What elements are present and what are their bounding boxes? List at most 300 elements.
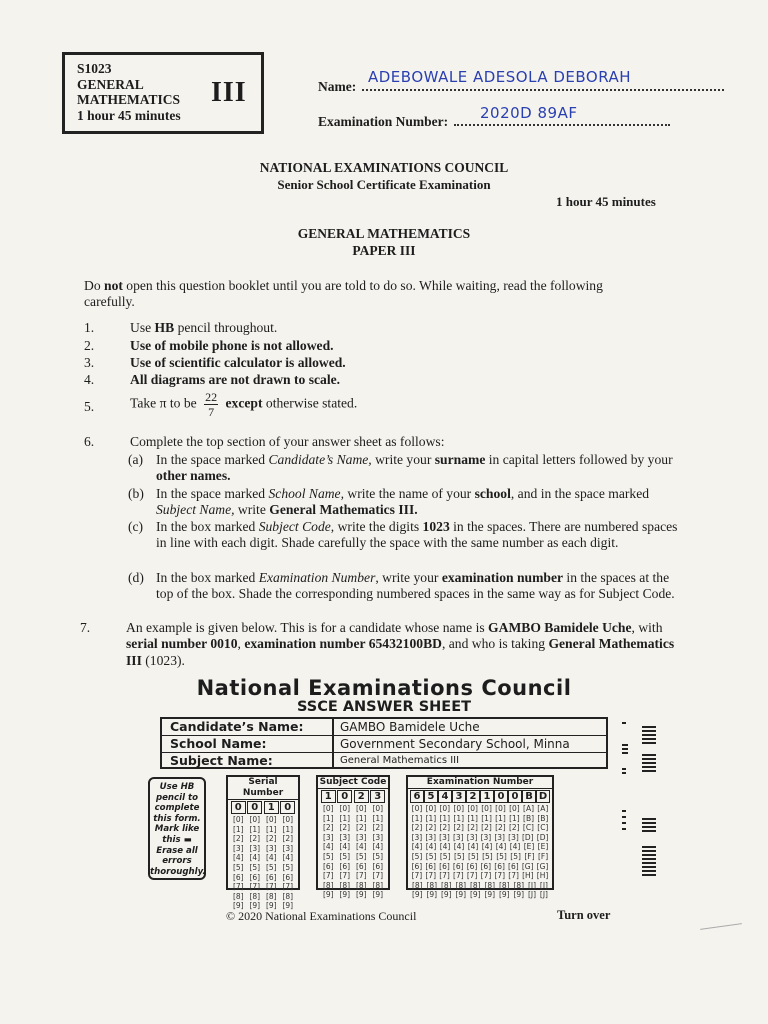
answer-bubble[interactable]: [6] xyxy=(265,872,277,882)
subject-code-grid xyxy=(316,775,390,900)
i6b-t3: write the name of your xyxy=(344,486,475,501)
answer-bubble[interactable]: [6] xyxy=(322,861,334,871)
intro-text-c: carefully. xyxy=(84,294,135,310)
instruction-6-number: 6. xyxy=(84,434,95,449)
answer-bubble[interactable]: [7] xyxy=(282,882,294,892)
i6c-t3: , write the digits xyxy=(330,519,423,534)
answer-bubble[interactable]: [E] xyxy=(537,842,549,852)
answer-bubble[interactable]: [6] xyxy=(480,861,492,871)
i6c-t1: In the box marked xyxy=(156,519,259,534)
subject-name-value: General Mathematics III xyxy=(340,755,460,766)
answer-bubble[interactable]: [8] xyxy=(282,891,294,901)
answer-bubble[interactable]: [9] xyxy=(411,890,423,900)
answer-bubble[interactable]: [7] xyxy=(480,871,492,881)
i6b-t5: , and in the space marked xyxy=(510,486,650,501)
answer-bubble[interactable]: [9] xyxy=(498,890,510,900)
answer-bubble[interactable]: [8] xyxy=(469,880,481,890)
answer-bubble[interactable]: [9] xyxy=(440,890,452,900)
answer-bubble[interactable]: [8] xyxy=(322,880,334,890)
answer-bubble[interactable]: [7] xyxy=(322,871,334,881)
paper-roman-numeral: III xyxy=(211,77,247,108)
answer-bubble[interactable]: [0] xyxy=(249,815,261,824)
bubble-row xyxy=(408,881,552,891)
answer-bubble[interactable]: [4] xyxy=(425,842,437,852)
answer-bubble[interactable]: [2] xyxy=(411,823,423,833)
bubble-row xyxy=(228,834,298,844)
i6d-t2: Examination Number xyxy=(258,570,376,585)
answer-bubble[interactable]: [1] xyxy=(509,813,520,823)
fraction-denominator: 7 xyxy=(208,405,215,419)
answer-bubble[interactable]: [6] xyxy=(372,861,384,871)
answer-bubble[interactable]: [7] xyxy=(232,882,244,892)
answer-bubble[interactable]: [8] xyxy=(455,880,467,890)
answer-bubble[interactable]: [7] xyxy=(439,871,450,881)
instruction-2-number: 2. xyxy=(84,338,95,353)
paper-title: GENERAL MATHEMATICS xyxy=(297,226,471,241)
answer-bubble[interactable]: [7] xyxy=(372,871,384,881)
i7-t9: (1023). xyxy=(141,652,185,668)
answer-bubble[interactable]: [1] xyxy=(265,824,277,834)
answer-bubble[interactable]: [0] xyxy=(439,804,451,813)
exam-number-dotted-line xyxy=(454,122,670,126)
bubble-row xyxy=(228,882,298,892)
answer-bubble[interactable]: [4] xyxy=(232,853,244,863)
subject-name-key: Subject Name: xyxy=(162,753,334,769)
serial-digit: 0 xyxy=(280,801,295,814)
answer-bubble[interactable]: [4] xyxy=(495,842,507,852)
answer-bubble[interactable]: [2] xyxy=(355,823,367,833)
answer-bubble[interactable]: [3] xyxy=(452,832,464,842)
answer-bubble[interactable]: [5] xyxy=(425,851,437,861)
answer-bubble[interactable]: [9] xyxy=(484,890,496,900)
school-name-value: Government Secondary School, Minna xyxy=(340,737,570,751)
bubble-row xyxy=(408,842,552,852)
answer-bubble[interactable]: [6] xyxy=(494,861,505,871)
instruction-6b xyxy=(128,486,688,518)
answer-bubble[interactable]: [D] xyxy=(536,832,549,842)
answer-bubble[interactable]: [F] xyxy=(524,851,535,861)
answer-bubble[interactable]: [8] xyxy=(249,891,261,901)
answer-bubble[interactable]: [B] xyxy=(523,813,535,823)
i6b-t8: General Mathematics III. xyxy=(269,502,418,518)
answer-bubble[interactable]: [5] xyxy=(339,851,351,861)
name-label: Name: xyxy=(318,79,357,94)
answer-bubble[interactable]: [6] xyxy=(232,872,244,882)
subject-bubbles[interactable] xyxy=(318,804,388,900)
answer-bubble[interactable]: [0] xyxy=(265,815,277,824)
answer-bubble[interactable]: [5] xyxy=(496,851,507,861)
exam-digit: 3 xyxy=(452,790,466,803)
school-name-key: School Name: xyxy=(162,736,334,752)
answer-bubble[interactable]: [A] xyxy=(537,804,549,813)
bubble-row xyxy=(318,823,388,833)
bubble-row xyxy=(408,852,552,862)
answer-bubble[interactable]: [6] xyxy=(452,861,464,871)
answer-bubble[interactable]: [2] xyxy=(508,823,520,833)
serial-bubbles[interactable] xyxy=(228,815,298,911)
i7-t2: GAMBO Bamidele Uche xyxy=(488,620,632,635)
subject-digit: 1 xyxy=(321,790,336,803)
answer-bubble[interactable]: [9] xyxy=(232,901,244,911)
answer-bubble[interactable]: [5] xyxy=(372,851,384,861)
answer-bubble[interactable]: [D] xyxy=(521,832,534,842)
exam-digit: D xyxy=(536,790,550,803)
answer-bubble[interactable]: [3] xyxy=(480,832,492,842)
subject-code-title: Subject Code xyxy=(319,777,387,787)
answer-bubble[interactable]: [9] xyxy=(355,890,367,900)
candidate-name-key: Candidate’s Name: xyxy=(162,719,334,735)
answer-bubble[interactable]: [B] xyxy=(537,813,549,823)
answer-bubble[interactable]: [2] xyxy=(481,823,492,833)
answer-bubble[interactable]: [3] xyxy=(282,843,294,853)
answer-bubble[interactable]: [8] xyxy=(426,880,438,890)
exam-digit: 0 xyxy=(508,790,522,803)
answer-bubble[interactable]: [3] xyxy=(372,832,384,842)
answer-bubble[interactable]: [0] xyxy=(453,804,465,813)
bubble-row xyxy=(408,823,552,833)
answer-bubble[interactable]: [E] xyxy=(523,842,535,852)
instruction-6: Complete the top section of your answer sheet as follows: xyxy=(130,434,445,449)
hb-line-2: pencil to xyxy=(155,792,199,803)
answer-bubble[interactable]: [4] xyxy=(339,842,351,852)
i6b-t7: write xyxy=(234,502,270,518)
answer-bubble[interactable]: [1] xyxy=(372,813,384,823)
instruction-3-number: 3. xyxy=(84,355,95,370)
answer-bubble[interactable]: [0] xyxy=(467,804,478,813)
answer-bubble[interactable]: [5] xyxy=(249,862,261,872)
answer-bubble[interactable]: [5] xyxy=(468,851,479,861)
answer-bubble[interactable]: [5] xyxy=(510,851,521,861)
answer-bubble[interactable]: [G] xyxy=(536,861,549,871)
pi-fraction xyxy=(204,390,218,419)
answer-bubble[interactable]: [2] xyxy=(322,823,334,833)
answer-bubble[interactable]: [2] xyxy=(232,834,244,844)
answer-bubble[interactable]: [8] xyxy=(355,880,367,890)
i6c-t2: Subject Code xyxy=(258,519,331,534)
answer-bubble[interactable]: [7] xyxy=(411,871,423,881)
answer-bubble[interactable]: [2] xyxy=(495,823,506,833)
answer-bubble[interactable]: [7] xyxy=(453,871,464,881)
answer-bubble[interactable]: [C] xyxy=(537,823,549,833)
answer-bubble[interactable]: [3] xyxy=(411,832,423,842)
exam-number-label: Examination Number: xyxy=(318,114,449,129)
answer-bubble[interactable]: [9] xyxy=(339,890,351,900)
answer-bubble[interactable]: [8] xyxy=(440,880,452,890)
answer-bubble[interactable]: [2] xyxy=(425,823,437,833)
i6c-t4: 1023 xyxy=(422,519,450,534)
answer-bubble[interactable]: [9] xyxy=(249,901,261,911)
bubble-row xyxy=(408,890,552,900)
answer-bubble[interactable]: [4] xyxy=(481,842,493,852)
hb-line-7: Erase all xyxy=(156,845,198,856)
answer-bubble[interactable]: [9] xyxy=(372,890,384,900)
answer-bubble[interactable]: [C] xyxy=(522,823,534,833)
hb-line-5: Mark like xyxy=(154,824,200,835)
answer-bubble[interactable]: [6] xyxy=(411,861,423,871)
answer-bubble[interactable]: [2] xyxy=(467,823,478,833)
answer-bubble[interactable]: [6] xyxy=(249,872,261,882)
answer-bubble[interactable]: [F] xyxy=(537,851,549,861)
serial-number-grid xyxy=(226,775,300,911)
answer-bubble[interactable]: [2] xyxy=(265,834,277,844)
exam-digit: 1 xyxy=(480,790,494,803)
answer-bubble[interactable]: [8] xyxy=(265,891,277,901)
subject-digits xyxy=(318,789,388,804)
answer-bubble[interactable]: [5] xyxy=(282,862,294,872)
i6a-label: (a) xyxy=(128,452,144,467)
answer-bubble[interactable]: [7] xyxy=(339,871,351,881)
serial-digit: 0 xyxy=(231,801,246,814)
bubble-row xyxy=(318,814,388,824)
exam-digit: 6 xyxy=(410,790,424,803)
answer-bubble[interactable]: [I] xyxy=(539,880,548,890)
answer-bubble[interactable]: [1] xyxy=(322,813,334,823)
i5-pre: Take π to be xyxy=(130,395,197,411)
answer-bubble[interactable]: [9] xyxy=(265,901,277,911)
answer-bubble[interactable]: [2] xyxy=(339,823,351,833)
bubble-row xyxy=(318,833,388,843)
i6b-t1: In the space marked xyxy=(156,486,269,501)
answer-bubble[interactable]: [5] xyxy=(453,851,465,861)
answer-bubble[interactable]: [1] xyxy=(453,813,465,823)
answer-bubble[interactable]: [3] xyxy=(249,843,261,853)
answer-bubble[interactable]: [0] xyxy=(322,804,334,813)
answer-bubble[interactable]: [0] xyxy=(339,804,351,813)
bubble-row xyxy=(408,804,552,814)
answer-bubble[interactable]: [7] xyxy=(265,882,277,892)
i6d-label: (d) xyxy=(128,570,144,585)
candidate-name-value: GAMBO Bamidele Uche xyxy=(340,720,480,734)
subject-name-row xyxy=(162,753,606,769)
answer-bubble[interactable]: [8] xyxy=(498,880,510,890)
answer-bubble[interactable]: [1] xyxy=(481,813,492,823)
hb-pencil-note xyxy=(148,777,206,880)
bubble-row xyxy=(408,833,552,843)
answer-bubble[interactable]: [1] xyxy=(467,813,478,823)
answer-bubble[interactable]: [9] xyxy=(322,890,334,900)
subject-digit: 2 xyxy=(354,790,369,803)
answer-bubble[interactable]: [0] xyxy=(372,804,384,813)
candidate-name-row xyxy=(162,719,606,736)
answer-bubble[interactable]: [5] xyxy=(482,851,493,861)
bubble-row xyxy=(318,890,388,900)
answer-bubble[interactable]: [1] xyxy=(425,813,437,823)
answer-bubble[interactable]: [4] xyxy=(509,842,521,852)
bubble-row xyxy=(228,844,298,854)
bubble-row xyxy=(318,852,388,862)
instruction-1 xyxy=(130,320,690,336)
serial-digit: 1 xyxy=(264,801,279,814)
answer-bubble[interactable]: [4] xyxy=(439,842,451,852)
i7-t4: serial number 0010 xyxy=(126,636,238,652)
answer-bubble[interactable]: [6] xyxy=(439,861,450,871)
answer-bubble[interactable]: [4] xyxy=(282,853,294,863)
answer-bubble[interactable]: [2] xyxy=(372,823,384,833)
answer-bubble[interactable]: [2] xyxy=(282,834,294,844)
bubble-row xyxy=(408,814,552,824)
answer-bubble[interactable]: [G] xyxy=(521,861,534,871)
answer-bubble[interactable]: [A] xyxy=(523,804,534,813)
answer-bubble[interactable]: [9] xyxy=(426,890,438,900)
instruction-6c xyxy=(128,519,688,551)
exam-title: Senior School Certificate Examination xyxy=(277,177,491,192)
answer-bubble[interactable]: [6] xyxy=(282,872,294,882)
answer-bubble[interactable]: [4] xyxy=(467,842,479,852)
fraction-numerator: 22 xyxy=(205,390,218,404)
answer-bubble[interactable]: [3] xyxy=(355,832,367,842)
instruction-5 xyxy=(130,390,690,419)
answer-bubble[interactable]: [0] xyxy=(425,804,437,813)
answer-bubble[interactable]: [7] xyxy=(494,871,506,881)
exam-digit: B xyxy=(522,790,536,803)
answer-bubble[interactable]: [3] xyxy=(508,832,519,842)
answer-bubble[interactable]: [4] xyxy=(372,842,384,852)
answer-bubble[interactable]: [4] xyxy=(453,842,465,852)
answer-bubble[interactable]: [3] xyxy=(265,843,277,853)
answer-bubble[interactable]: [4] xyxy=(249,853,261,863)
bubble-row xyxy=(408,871,552,881)
school-name-row xyxy=(162,736,606,753)
answer-bubble[interactable]: [6] xyxy=(339,861,351,871)
answer-bubble[interactable]: [1] xyxy=(355,813,367,823)
exam-digits xyxy=(408,789,552,804)
instruction-6a xyxy=(128,452,688,484)
answer-bubble[interactable]: [3] xyxy=(439,832,450,842)
answer-bubble[interactable]: [8] xyxy=(484,880,496,890)
instruction-1-number: 1. xyxy=(84,320,95,335)
instruction-4: All diagrams are not drawn to scale. xyxy=(130,372,341,387)
exam-bubbles[interactable] xyxy=(408,804,552,900)
answer-bubble[interactable]: [7] xyxy=(355,871,367,881)
answer-bubble[interactable]: [1] xyxy=(339,813,351,823)
answer-bubble[interactable]: [2] xyxy=(249,834,261,844)
answer-bubble[interactable]: [4] xyxy=(265,853,277,863)
hb-line-8: errors xyxy=(162,856,192,867)
subject-line-1: GENERAL xyxy=(77,76,144,92)
answer-bubble[interactable]: [8] xyxy=(232,891,244,901)
bubble-row xyxy=(228,825,298,835)
answer-bubble[interactable]: [1] xyxy=(411,813,423,823)
answer-bubble[interactable]: [0] xyxy=(355,804,367,813)
answer-bubble[interactable]: [3] xyxy=(494,832,505,842)
candidate-details-table xyxy=(160,717,608,769)
sheet-title: National Examinations Council xyxy=(196,676,572,700)
answer-bubble[interactable]: [6] xyxy=(466,861,478,871)
i6c-label: (c) xyxy=(128,519,144,534)
instruction-6d xyxy=(128,570,688,602)
answer-bubble[interactable]: [7] xyxy=(466,871,478,881)
hb-line-4: this form. xyxy=(153,813,201,824)
i6b-t2: School Name, xyxy=(268,486,344,501)
serial-number-title: Serial Number xyxy=(228,777,298,800)
intro-text-b: open this question booklet until you are told to do so. While waiting, read the following xyxy=(122,278,603,293)
i6c-t5: in the spaces. There are numbered spaces in line with each digit. Shade carefully the space with the same number as each digit. xyxy=(156,519,678,551)
answer-bubble[interactable]: [7] xyxy=(425,871,437,881)
answer-bubble[interactable]: [9] xyxy=(455,890,467,900)
answer-bubble[interactable]: [3] xyxy=(425,832,436,842)
exam-digit: 2 xyxy=(466,790,480,803)
answer-bubble[interactable]: [8] xyxy=(339,880,351,890)
answer-bubble[interactable]: [J] xyxy=(527,890,537,900)
i5-bold: except xyxy=(225,395,263,411)
answer-bubble[interactable]: [4] xyxy=(322,842,334,852)
answer-bubble[interactable]: [3] xyxy=(322,832,334,842)
answer-bubble[interactable]: [9] xyxy=(469,890,481,900)
answer-bubble[interactable]: [1] xyxy=(495,813,506,823)
answer-bubble[interactable]: [8] xyxy=(411,880,423,890)
instruction-7-number: 7. xyxy=(80,620,91,635)
answer-bubble[interactable]: [4] xyxy=(411,842,423,852)
bubble-row xyxy=(318,804,388,814)
answer-bubble[interactable]: [0] xyxy=(509,804,520,813)
timing-marks xyxy=(622,720,662,880)
answer-bubble[interactable]: [H] xyxy=(522,871,534,881)
answer-bubble[interactable]: [3] xyxy=(466,832,478,842)
i7-t3: , with xyxy=(631,620,663,635)
answer-bubble[interactable]: [0] xyxy=(495,804,506,813)
answer-bubble[interactable]: [7] xyxy=(508,871,519,881)
answer-bubble[interactable]: [8] xyxy=(372,880,384,890)
answer-bubble[interactable]: [9] xyxy=(282,901,294,911)
answer-bubble[interactable]: [5] xyxy=(411,851,423,861)
answer-bubble[interactable]: [9] xyxy=(513,890,525,900)
answer-bubble[interactable]: [5] xyxy=(265,862,277,872)
answer-bubble[interactable]: [5] xyxy=(439,851,451,861)
answer-bubble[interactable]: [1] xyxy=(439,813,451,823)
i6b-label: (b) xyxy=(128,486,144,501)
answer-bubble[interactable]: [0] xyxy=(282,815,294,824)
answer-bubble[interactable]: [6] xyxy=(508,861,519,871)
answer-bubble[interactable]: [8] xyxy=(513,880,525,890)
page-fold-mark xyxy=(700,923,742,930)
exam-digit: 4 xyxy=(438,790,452,803)
answer-bubble[interactable]: [0] xyxy=(411,804,423,813)
subject-line-2: MATHEMATICS xyxy=(77,92,181,107)
answer-bubble[interactable]: [J] xyxy=(539,890,548,900)
answer-bubble[interactable]: [1] xyxy=(282,824,294,834)
answer-bubble[interactable]: [0] xyxy=(232,815,244,824)
answer-bubble[interactable]: [5] xyxy=(232,862,244,872)
bubble-row xyxy=(228,863,298,873)
answer-bubble[interactable]: [7] xyxy=(249,882,261,892)
answer-bubble[interactable]: [H] xyxy=(536,871,549,881)
hb-line-3: complete xyxy=(154,803,200,814)
answer-bubble[interactable]: [5] xyxy=(322,851,334,861)
bubble-row xyxy=(228,873,298,883)
answer-bubble[interactable]: [2] xyxy=(439,823,451,833)
answer-bubble[interactable]: [6] xyxy=(355,861,367,871)
answer-bubble[interactable]: [0] xyxy=(481,804,492,813)
subject-digit: 0 xyxy=(337,790,352,803)
answer-bubble[interactable]: [3] xyxy=(339,832,351,842)
exam-number-title: Examination Number xyxy=(408,777,552,789)
bubble-row xyxy=(318,842,388,852)
answer-bubble[interactable]: [1] xyxy=(232,824,244,834)
bubble-row xyxy=(318,862,388,872)
answer-bubble[interactable]: [6] xyxy=(425,861,436,871)
answer-bubble[interactable]: [2] xyxy=(453,823,464,833)
answer-bubble[interactable]: [4] xyxy=(355,842,367,852)
i6d-t5: in the spaces at the top of the box. Shade the corresponding numbered spaces in the same way as for Subject Code. xyxy=(156,570,675,602)
bubble-row xyxy=(408,862,552,872)
answer-bubble[interactable]: [1] xyxy=(249,824,261,834)
answer-bubble[interactable]: [5] xyxy=(355,851,367,861)
hb-line-6: this ▬ xyxy=(162,834,192,845)
i1-bold: HB xyxy=(154,320,175,335)
i6a-t4: surname xyxy=(434,452,486,467)
answer-bubble[interactable]: [I] xyxy=(527,880,537,890)
answer-bubble[interactable]: [3] xyxy=(232,843,244,853)
